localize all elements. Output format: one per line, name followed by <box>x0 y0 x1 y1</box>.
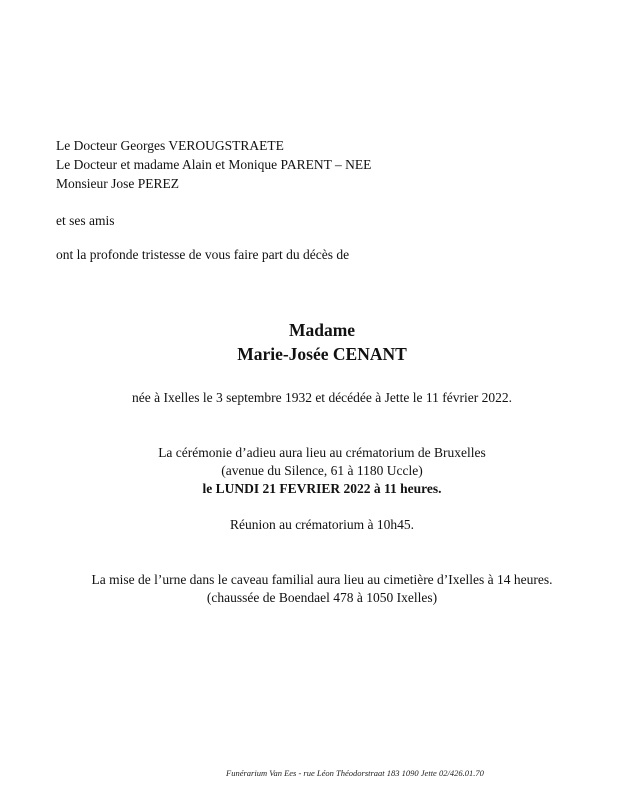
urn-address: (chaussée de Boendael 478 à 1050 Ixelles) <box>206 590 438 605</box>
urn-line: La mise de l’urne dans le caveau familial aura lieu au cimetière d’Ixelles à 14 heures. <box>91 572 553 587</box>
family-line-2: Le Docteur et madame Alain et Monique PARENT – NEE <box>56 157 372 172</box>
meeting-line: Réunion au crématorium à 10h45. <box>229 517 415 532</box>
ceremony-line: La cérémonie d’adieu aura lieu au crématorium de Bruxelles <box>158 445 486 460</box>
footer-funeral-home: Funérarium Van Ees - rue Léon Théodorstraat 183 1090 Jette 02/426.01.70 <box>226 768 484 778</box>
ceremony-datetime: le LUNDI 21 FEVRIER 2022 à 11 heures. <box>202 481 442 496</box>
announcement-line: ont la profonde tristesse de vous faire part du décès de <box>56 247 350 262</box>
deceased-title: Madame <box>288 320 356 340</box>
deceased-dates: née à Ixelles le 3 septembre 1932 et décédée à Jette le 11 février 2022. <box>132 390 512 405</box>
family-line-1: Le Docteur Georges VEROUGSTRAETE <box>56 138 284 153</box>
deceased-name: Marie-Josée CENANT <box>237 344 407 364</box>
ceremony-address: (avenue du Silence, 61 à 1180 Uccle) <box>221 463 423 478</box>
friends-line: et ses amis <box>56 213 115 228</box>
family-line-3: Monsieur Jose PEREZ <box>56 176 179 191</box>
